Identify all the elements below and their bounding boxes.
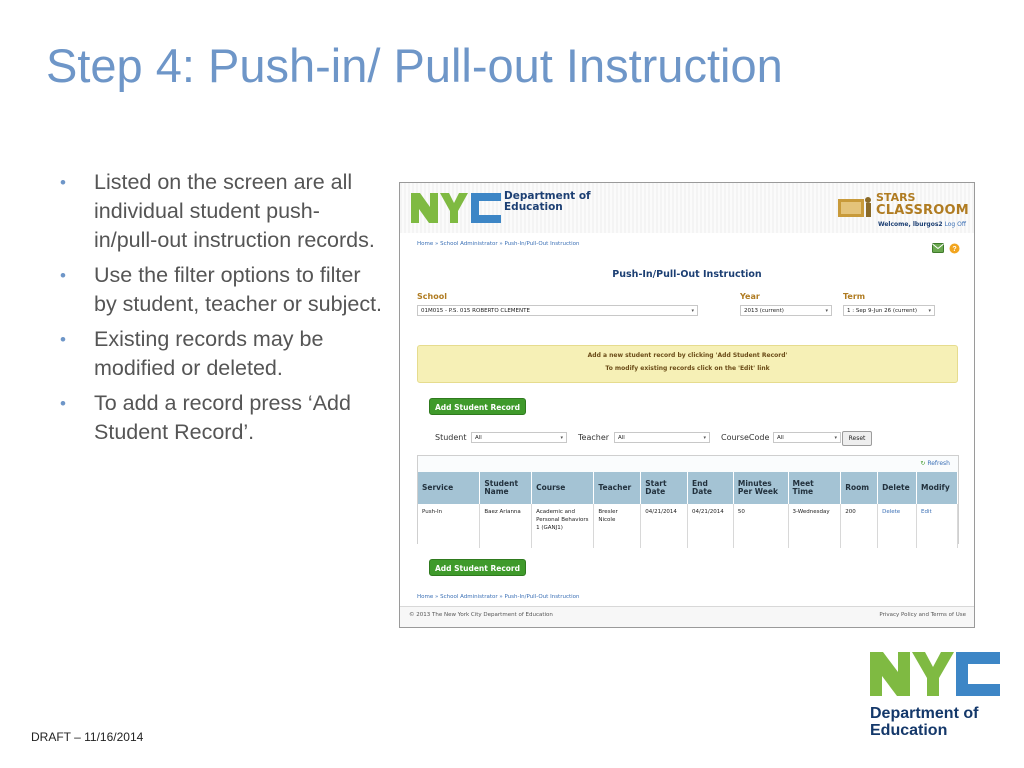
chevron-down-icon: ▾ — [825, 308, 828, 314]
records-table-panel — [417, 455, 959, 544]
dept-name: Department of Education — [504, 190, 591, 213]
bullet-item: • Existing records may be modified or deleted. — [60, 327, 324, 380]
year-select[interactable]: 2013 (current) ▾ — [740, 305, 832, 316]
cell-student-name: Baez Arianna — [480, 504, 532, 548]
help-icon[interactable] — [949, 243, 960, 254]
nyc-letters-icon — [411, 193, 501, 223]
school-label: School — [417, 292, 447, 301]
teacher-filter-select[interactable]: All ▾ — [614, 432, 710, 443]
column-header[interactable]: Service — [418, 472, 480, 504]
cell-meet-time: 3-Wednesday — [788, 504, 841, 548]
student-filter-label: Student — [435, 433, 467, 442]
mail-icon[interactable] — [932, 243, 944, 253]
chevron-down-icon: ▾ — [703, 435, 706, 441]
term-label: Term — [843, 292, 866, 301]
column-header[interactable]: Minutes Per Week — [733, 472, 788, 504]
year-label: Year — [740, 292, 760, 301]
table-row — [418, 504, 958, 548]
refresh-link[interactable]: ↻ Refresh — [920, 460, 950, 467]
instruction-notice: Add a new student record by clicking 'Add Student Record' To modify existing records click on the 'Edit' link — [417, 345, 958, 383]
nyc-doe-logo — [870, 652, 1002, 739]
add-student-record-button[interactable]: Add Student Record — [429, 398, 526, 415]
app-footer — [400, 606, 974, 627]
chevron-down-icon: ▾ — [928, 308, 931, 314]
column-header[interactable]: Student Name — [480, 472, 532, 504]
column-header: Modify — [917, 472, 958, 504]
bullet-dot-icon: • — [60, 330, 66, 349]
chevron-down-icon: ▾ — [834, 435, 837, 441]
coursecode-filter-select[interactable]: All ▾ — [773, 432, 841, 443]
draft-date: DRAFT – 11/16/2014 — [31, 730, 144, 744]
cell-start-date: 04/21/2014 — [641, 504, 688, 548]
footer-breadcrumb[interactable]: Home » School Administrator » Push-In/Pull-Out Instruction — [417, 594, 580, 600]
breadcrumb[interactable]: Home » School Administrator » Push-In/Pull-Out Instruction — [417, 241, 580, 247]
coursecode-filter-label: CourseCode — [721, 433, 770, 442]
delete-link[interactable]: Delete — [878, 504, 917, 548]
add-student-record-button-bottom[interactable]: Add Student Record — [429, 559, 526, 576]
term-select[interactable]: 1 : Sep 9-Jun 26 (current) ▾ — [843, 305, 935, 316]
privacy-link[interactable]: Privacy Policy and Terms of Use — [879, 612, 966, 618]
column-header[interactable]: Start Date — [641, 472, 688, 504]
cell-teacher: Bresler Nicole — [594, 504, 641, 548]
student-filter-select[interactable]: All ▾ — [471, 432, 567, 443]
chevron-down-icon: ▾ — [560, 435, 563, 441]
bullet-item: • To add a record press ‘Add Student Record’. — [60, 391, 351, 444]
welcome-text: Welcome, lburgos2 Log Off — [877, 221, 966, 228]
bullet-list — [58, 168, 383, 453]
copyright-text: © 2013 The New York City Department of Education — [409, 612, 553, 618]
bullet-dot-icon: • — [60, 394, 66, 413]
table-header-row — [418, 472, 958, 504]
svg-text:?: ? — [952, 246, 957, 253]
column-header[interactable]: Room — [841, 472, 878, 504]
app-screenshot — [399, 182, 975, 628]
teacher-board-icon — [836, 191, 874, 221]
column-header[interactable]: End Date — [688, 472, 734, 504]
cell-service: Push-In — [418, 504, 480, 548]
dept-name: Department of Education — [870, 705, 979, 739]
school-select[interactable]: 01M015 - P.S. 015 ROBERTO CLEMENTE ▾ — [417, 305, 698, 316]
column-header[interactable]: Course — [532, 472, 594, 504]
bullet-dot-icon: • — [60, 266, 66, 285]
edit-link[interactable]: Edit — [917, 504, 958, 548]
cell-course: Academic and Personal Behaviors 1 (GANJ1) — [532, 504, 594, 548]
app-header — [400, 183, 974, 233]
page-title: Push-In/Pull-Out Instruction — [612, 269, 762, 280]
reset-button[interactable]: Reset — [842, 431, 872, 446]
slide-title: Step 4: Push-in/ Pull-out Instruction — [46, 39, 783, 92]
header-icons — [932, 243, 960, 254]
teacher-filter-label: Teacher — [578, 433, 610, 442]
refresh-icon: ↻ — [920, 460, 926, 467]
bullet-item: • Listed on the screen are all individual student push-in/pull-out instruction records. — [60, 170, 375, 252]
cell-minutes: 50 — [733, 504, 788, 548]
cell-room: 200 — [841, 504, 878, 548]
nyc-logo — [411, 193, 501, 223]
cell-end-date: 04/21/2014 — [688, 504, 734, 548]
bullet-item: • Use the filter options to filter by student, teacher or subject. — [60, 263, 383, 316]
logoff-link[interactable]: Log Off — [944, 221, 966, 228]
nyc-letters-icon — [870, 652, 1000, 696]
column-header: Delete — [878, 472, 917, 504]
bullet-dot-icon: • — [60, 173, 66, 192]
chevron-down-icon: ▾ — [691, 308, 694, 314]
records-table — [418, 472, 958, 548]
column-header[interactable]: Meet Time — [788, 472, 841, 504]
column-header[interactable]: Teacher — [594, 472, 641, 504]
stars-classroom-logo: STARS CLASSROOM — [836, 189, 966, 221]
